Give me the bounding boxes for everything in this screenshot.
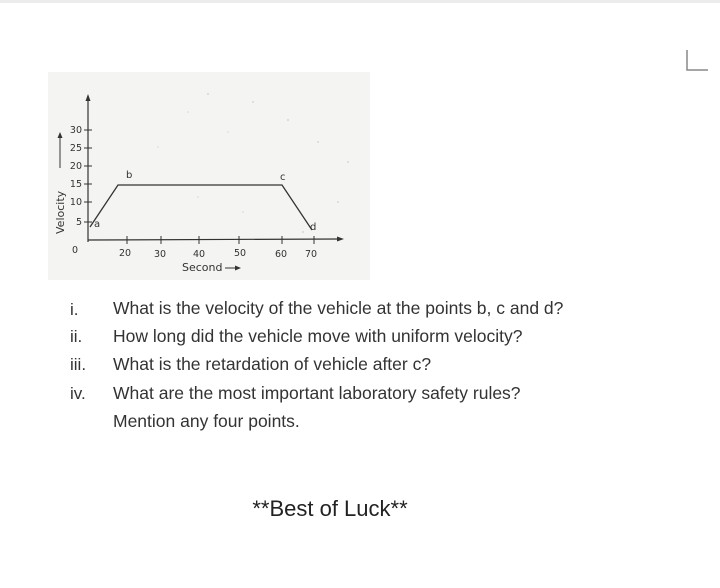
- x-tick-label: 60: [274, 249, 288, 260]
- question-text: What is the retardation of vehicle after c?: [113, 354, 432, 374]
- y-tick-label: 25: [69, 143, 82, 154]
- y-tick-label: 15: [69, 179, 82, 190]
- question-text: What is the velocity of the vehicle at the points b, c and d?: [113, 298, 564, 318]
- question-text-continued: Mention any four points.: [113, 411, 300, 431]
- x-tick-label: 40: [192, 249, 206, 260]
- question-number: iii.: [70, 355, 87, 374]
- y-tick-label: 5: [75, 217, 82, 228]
- x-tick-label: 70: [304, 249, 318, 260]
- x-tick-label: 30: [153, 249, 167, 260]
- question-number: ii.: [70, 327, 83, 346]
- point-label-c: c: [280, 172, 286, 183]
- question-text: How long did the vehicle move with uniform velocity?: [113, 326, 523, 346]
- closing-message: **Best of Luck**: [252, 496, 408, 521]
- x-tick-label: 20: [118, 248, 132, 259]
- question-number: iv.: [70, 384, 86, 403]
- question-number: i.: [70, 300, 79, 319]
- point-label-b: b: [126, 170, 133, 181]
- y-tick-label: 30: [69, 125, 82, 136]
- x-tick-label: 50: [233, 248, 247, 259]
- y-tick-label: 10: [69, 197, 82, 208]
- y-tick-label: 0: [71, 245, 78, 256]
- point-label-a: a: [94, 219, 101, 230]
- point-label-d: d: [310, 222, 317, 233]
- x-axis-label: Second: [182, 261, 223, 274]
- y-tick-label: 20: [69, 161, 82, 172]
- question-text: What are the most important laboratory safety rules?: [113, 383, 521, 403]
- y-axis-label: Velocity: [54, 190, 67, 234]
